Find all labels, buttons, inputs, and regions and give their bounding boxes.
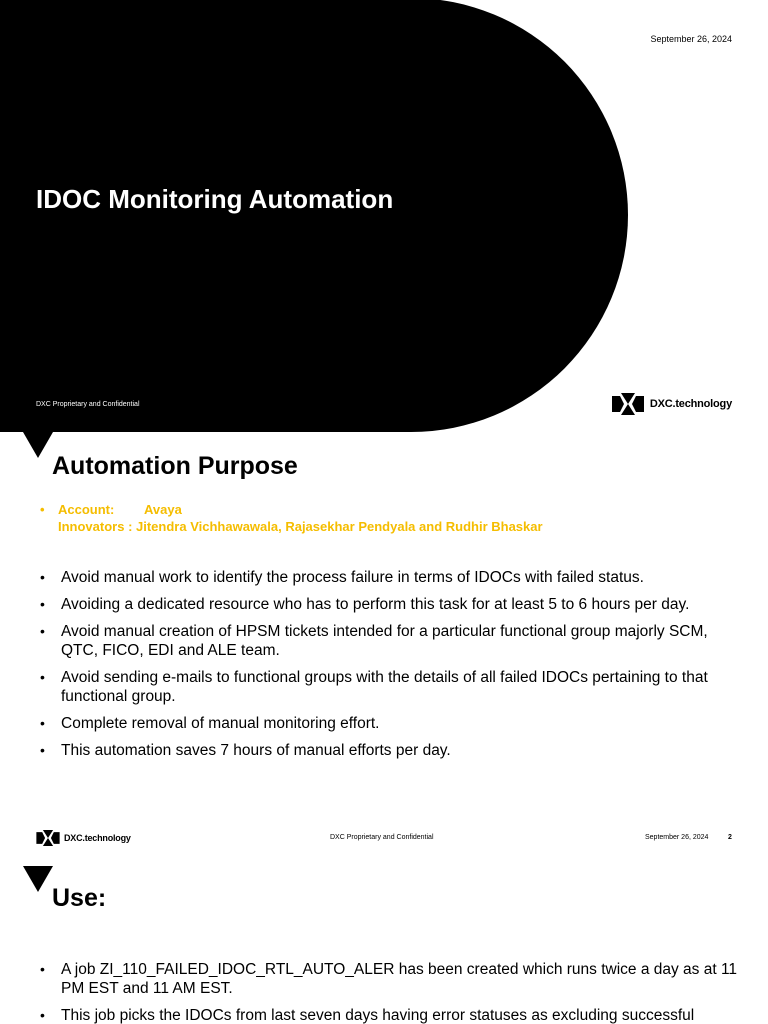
list-item: • This job picks the IDOCs from last seven days having error statuses as excluding successful xyxy=(40,1006,756,1024)
slide-date: September 26, 2024 xyxy=(650,34,732,44)
section-heading: Automation Purpose xyxy=(52,452,298,480)
confidential-label: DXC Proprietary and Confidential xyxy=(36,401,140,408)
dxc-logo-icon xyxy=(36,830,60,846)
dxc-logo-icon xyxy=(612,393,644,415)
bullet-icon: • xyxy=(40,502,45,517)
account-line xyxy=(58,501,543,518)
innovators-line: Innovators : Jitendra Vichhawawala, Rajasekhar Pendyala and Rudhir Bhaskar xyxy=(58,519,543,534)
content-slide-use xyxy=(0,856,768,1024)
corner-triangle-icon xyxy=(23,432,53,458)
logo-wordmark: DXC.technology xyxy=(64,833,131,843)
section-heading: Use: xyxy=(52,884,107,912)
list-item: • Avoiding a dedicated resource who has to perform this task for at least 5 to 6 hours per day. xyxy=(40,595,740,614)
logo-wordmark: DXC.technology xyxy=(649,398,732,410)
title-slide xyxy=(0,0,768,432)
dxc-logo xyxy=(612,393,732,415)
footer-date: September 26, 2024 xyxy=(645,834,709,841)
content-slide-purpose xyxy=(0,432,768,856)
corner-triangle-icon xyxy=(23,866,53,892)
page-number: 2 xyxy=(728,834,732,841)
footer-confidential: DXC Proprietary and Confidential xyxy=(330,834,434,841)
title-background-shape xyxy=(0,0,628,432)
list-item: • A job ZI_110_FAILED_IDOC_RTL_AUTO_ALER has been created which runs twice a day as at 11 PM EST and 11 AM EST. xyxy=(40,960,756,998)
list-item: • Avoid sending e-mails to functional groups with the details of all failed IDOCs pertaining to that functional group. xyxy=(40,668,740,706)
account-value: Avaya xyxy=(144,502,182,517)
list-item: • Avoid manual creation of HPSM tickets intended for a particular functional group majorly SCM, QTC, FICO, EDI and ALE team. xyxy=(40,622,740,660)
presentation-title: IDOC Monitoring Automation xyxy=(36,184,394,214)
list-item: • This automation saves 7 hours of manual efforts per day. xyxy=(40,741,740,760)
list-item: • Complete removal of manual monitoring effort. xyxy=(40,714,740,733)
account-info xyxy=(40,501,543,535)
account-label: Account: xyxy=(58,502,115,517)
purpose-bullet-list xyxy=(40,568,740,768)
use-bullet-list xyxy=(40,960,756,1024)
list-item: • Avoid manual work to identify the process failure in terms of IDOCs with failed status. xyxy=(40,568,740,587)
footer-dxc-logo xyxy=(36,830,131,846)
